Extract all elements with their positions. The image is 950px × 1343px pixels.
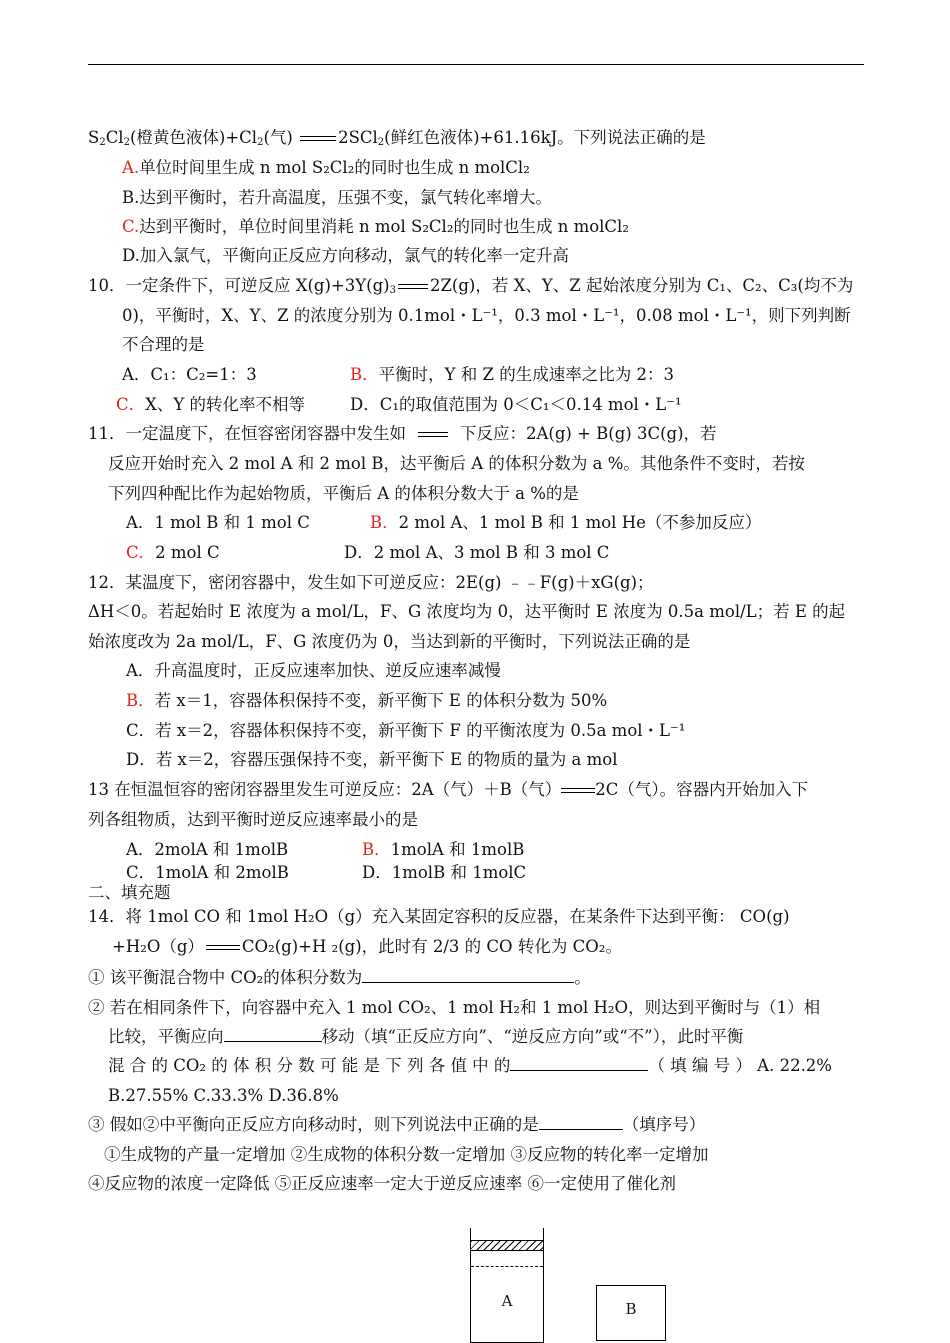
q13-line2: 列各组物质，达到平衡时逆反应速率最小的是 xyxy=(88,810,418,829)
q10-option-b: B．平衡时，Y 和 Z 的生成速率之比为 2：3 xyxy=(350,365,674,384)
q9-option-c: C.达到平衡时，单位时间里消耗 n mol S₂Cl₂的同时也生成 n molCl₂ xyxy=(122,217,629,236)
q13-option-b: B．1molA 和 1molB xyxy=(362,840,525,859)
equilibrium-arrow-icon xyxy=(206,943,240,953)
q14-line1: 14．将 1mol CO 和 1mol H₂O（g）充入某固定容积的反应器，在某条件下达到平衡： CO(g) xyxy=(88,907,790,926)
q10-option-c: C．X、Y 的转化率不相等 xyxy=(116,395,306,414)
q9-option-d: D.加入氯气，平衡向正反应方向移动，氯气的转化率一定升高 xyxy=(122,246,569,265)
q11-option-b: B．2 mol A、1 mol B 和 1 mol He（不参加反应） xyxy=(370,513,762,532)
piston-hatch xyxy=(471,1240,543,1251)
q11-option-a: A．1 mol B 和 1 mol C xyxy=(126,513,310,532)
q11-line3: 下列四种配比作为起始物质，平衡后 A 的体积分数大于 a %的是 xyxy=(108,484,579,503)
equilibrium-arrow-icon xyxy=(418,430,448,440)
answer-blank[interactable] xyxy=(510,1054,648,1071)
equilibrium-arrow-icon xyxy=(398,282,428,292)
q12-line1: 12．某温度下，密闭容器中，发生如下可逆反应：2E(g) ﹣﹣F(g)＋xG(g)； xyxy=(88,573,654,592)
q13-line1: 13 在恒温恒容的密闭容器里发生可逆反应：2A（气）＋B（气） 2C（气）。容器内开始加入下 xyxy=(88,780,809,799)
q10-line1: 10．一定条件下，可逆反应 $X(g)+3Y(g)_3$ 2Z(g)，若 X、Y、Z 起始浓度分别为 C₁、C₂、C₃(均不为 xyxy=(88,276,854,296)
q9-option-a: A.单位时间里生成 n mol S₂Cl₂的同时也生成 n molCl₂ xyxy=(122,158,530,177)
q14-part3-options2: ④反应物的浓度一定降低 ⑤正反应速率一定大于逆反应速率 ⑥一定使用了催化剂 xyxy=(88,1174,676,1193)
q12-option-a: A．升高温度时，正反应速率加快、逆反应速率减慢 xyxy=(126,661,501,680)
q14-line2: +H₂O（g） CO₂(g)+H ₂(g)，此时有 2/3 的 CO 转化为 CO₂。 xyxy=(112,937,622,956)
container-b-diagram xyxy=(596,1285,666,1341)
q11-line1: 11．一定温度下，在恒容密闭容器中发生如 下反应：2A(g) + B(g) 3C(g)，若 xyxy=(88,424,717,443)
q13-option-c: C．1molA 和 2molB xyxy=(126,863,289,882)
q14-part3-options1: ①生成物的产量一定增加 ②生成物的体积分数一定增加 ③反应物的转化率一定增加 xyxy=(104,1145,709,1164)
answer-blank[interactable] xyxy=(362,966,574,983)
q12-line2: ΔH＜0。若起始时 E 浓度为 a mol/L，F、G 浓度均为 0，达平衡时 E 浓度为 0.5a mol/L；若 E 的起 xyxy=(88,602,846,621)
q10-line2: 0)，平衡时，X、Y、Z 的浓度分别为 0.1mol・L⁻¹，0.3 mol・L⁻¹，0.08 mol・L⁻¹，则下列判断 xyxy=(122,306,851,325)
q12-option-c: C．若 x＝2，容器体积保持不变，新平衡下 F 的平衡浓度为 0.5a mol・L⁻¹ xyxy=(126,721,686,740)
answer-blank[interactable] xyxy=(539,1113,623,1130)
q12-option-d: D．若 x＝2，容器压强保持不变，新平衡下 E 的物质的量为 a mol xyxy=(126,750,618,769)
container-a-label: A xyxy=(501,1292,513,1310)
q10-option-a: A．C₁：C₂=1：3 xyxy=(122,365,257,384)
q11-option-c: C．2 mol C xyxy=(126,543,220,562)
q12-line3: 始浓度改为 2a mol/L，F、G 浓度仍为 0，当达到新的平衡时，下列说法正确的是 xyxy=(88,632,691,651)
q13-option-a: A．2molA 和 1molB xyxy=(126,840,289,859)
q9-stem: $S_2Cl_2$(橙黄色液体)$+Cl_2$(气) 2SCl$_2$(鲜红色液体)+61.16kJ。下列说法正确的是 xyxy=(88,128,706,148)
container-a-diagram xyxy=(470,1228,544,1343)
section-heading: 二、填充题 xyxy=(88,883,171,902)
q9-option-b: B.达到平衡时，若升高温度，压强不变，氯气转化率增大。 xyxy=(122,188,552,207)
q12-option-b: B．若 x＝1，容器体积保持不变，新平衡下 E 的体积分数为 50% xyxy=(126,691,608,710)
q14-part2-line3: 混 合 的 CO₂ 的 体 积 分 数 可 能 是 下 列 各 值 中 的 （ 填 编 号 ） A. 22.2% xyxy=(108,1056,832,1075)
q11-line2: 反应开始时充入 2 mol A 和 2 mol B，达平衡后 A 的体积分数为 a %。其他条件不变时，若按 xyxy=(108,454,805,473)
q14-part2-line2: 比较，平衡应向 移动（填“正反应方向”、“逆反应方向”或“不”），此时平衡 xyxy=(108,1027,744,1046)
q10-line3: 不合理的是 xyxy=(122,335,205,354)
q14-part2-line1: ② 若在相同条件下，向容器中充入 1 mol CO₂、1 mol H₂和 1 mol H₂O，则达到平衡时与（1）相 xyxy=(88,998,821,1017)
q14-part3: ③ 假如②中平衡向正反应方向移动时，则下列说法中正确的是 （填序号） xyxy=(88,1115,706,1134)
q14-part1: ① 该平衡混合物中 CO₂的体积分数为 。 xyxy=(88,968,591,987)
q13-option-d: D．1molB 和 1molC xyxy=(362,863,527,882)
header-rule xyxy=(88,64,864,65)
q14-part2-options: B.27.55% C.33.3% D.36.8% xyxy=(108,1086,339,1105)
q11-option-d: D．2 mol A、3 mol B 和 3 mol C xyxy=(344,543,610,562)
q10-option-d: D．C₁的取值范围为 0＜C₁＜0.14 mol・L⁻¹ xyxy=(350,395,682,414)
equilibrium-arrow-icon xyxy=(561,786,595,796)
answer-blank[interactable] xyxy=(224,1025,322,1042)
equilibrium-arrow-icon xyxy=(300,134,336,144)
dashed-level-line xyxy=(471,1266,543,1267)
container-b-label: B xyxy=(625,1300,637,1318)
